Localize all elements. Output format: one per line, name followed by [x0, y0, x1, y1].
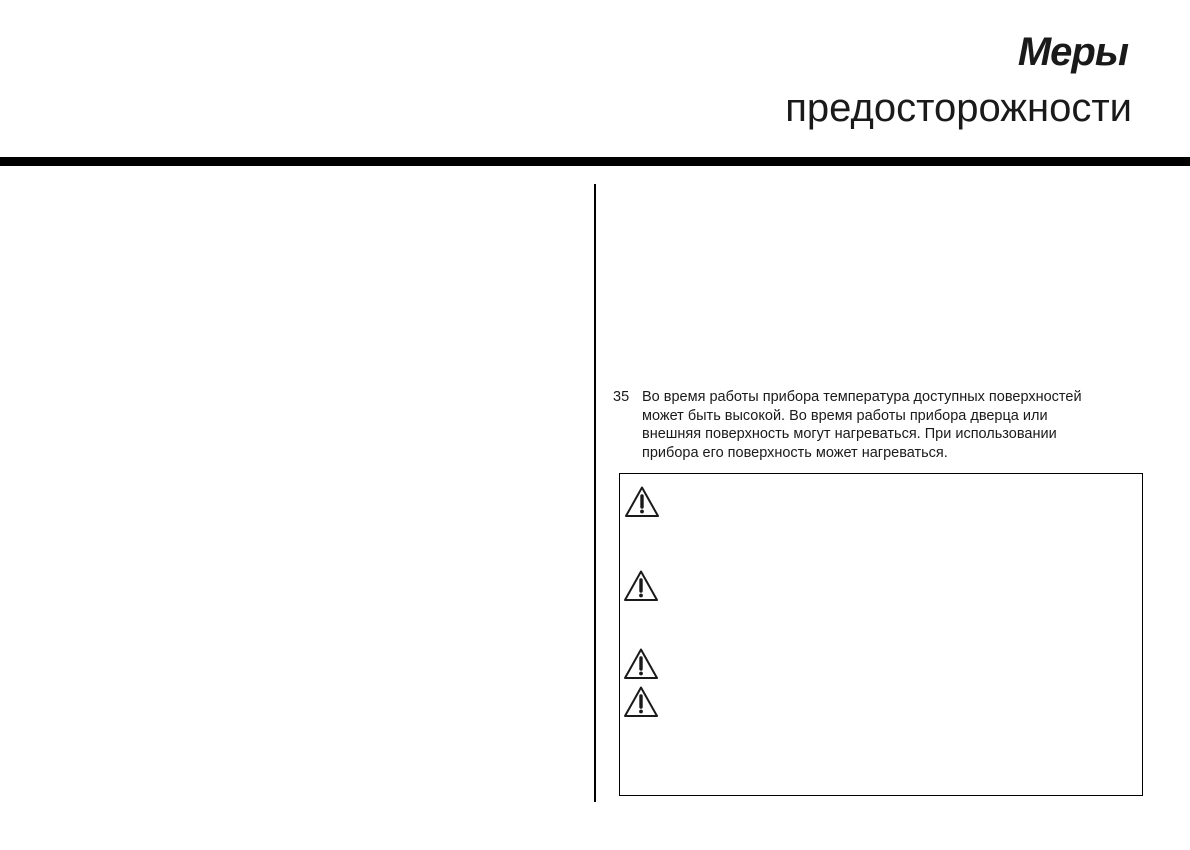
- page-title-line2: предосторожности: [785, 86, 1132, 130]
- warning-triangle-icon: [623, 685, 659, 718]
- header-rule: [0, 157, 1190, 166]
- item-text: [642, 388, 1147, 462]
- item-text-line: может быть высокой. Во время работы прибора дверца или: [642, 407, 1048, 424]
- warning-triangle-icon: [624, 485, 660, 518]
- item-text-line: внешняя поверхность могут нагреваться. При использовании: [642, 426, 1057, 442]
- item-text-line: Во время работы прибора температура доступных поверхностей: [642, 389, 1082, 405]
- page-title-line1: Меры: [1017, 30, 1128, 74]
- item-text-line: прибора его поверхность может нагреваться.: [642, 444, 948, 461]
- left-column: [0, 170, 590, 810]
- column-divider: [594, 184, 596, 802]
- warning-triangle-icon: [623, 647, 659, 680]
- item-number: 35: [613, 389, 630, 405]
- warning-box: [619, 473, 1143, 796]
- warning-triangle-icon: [623, 569, 659, 602]
